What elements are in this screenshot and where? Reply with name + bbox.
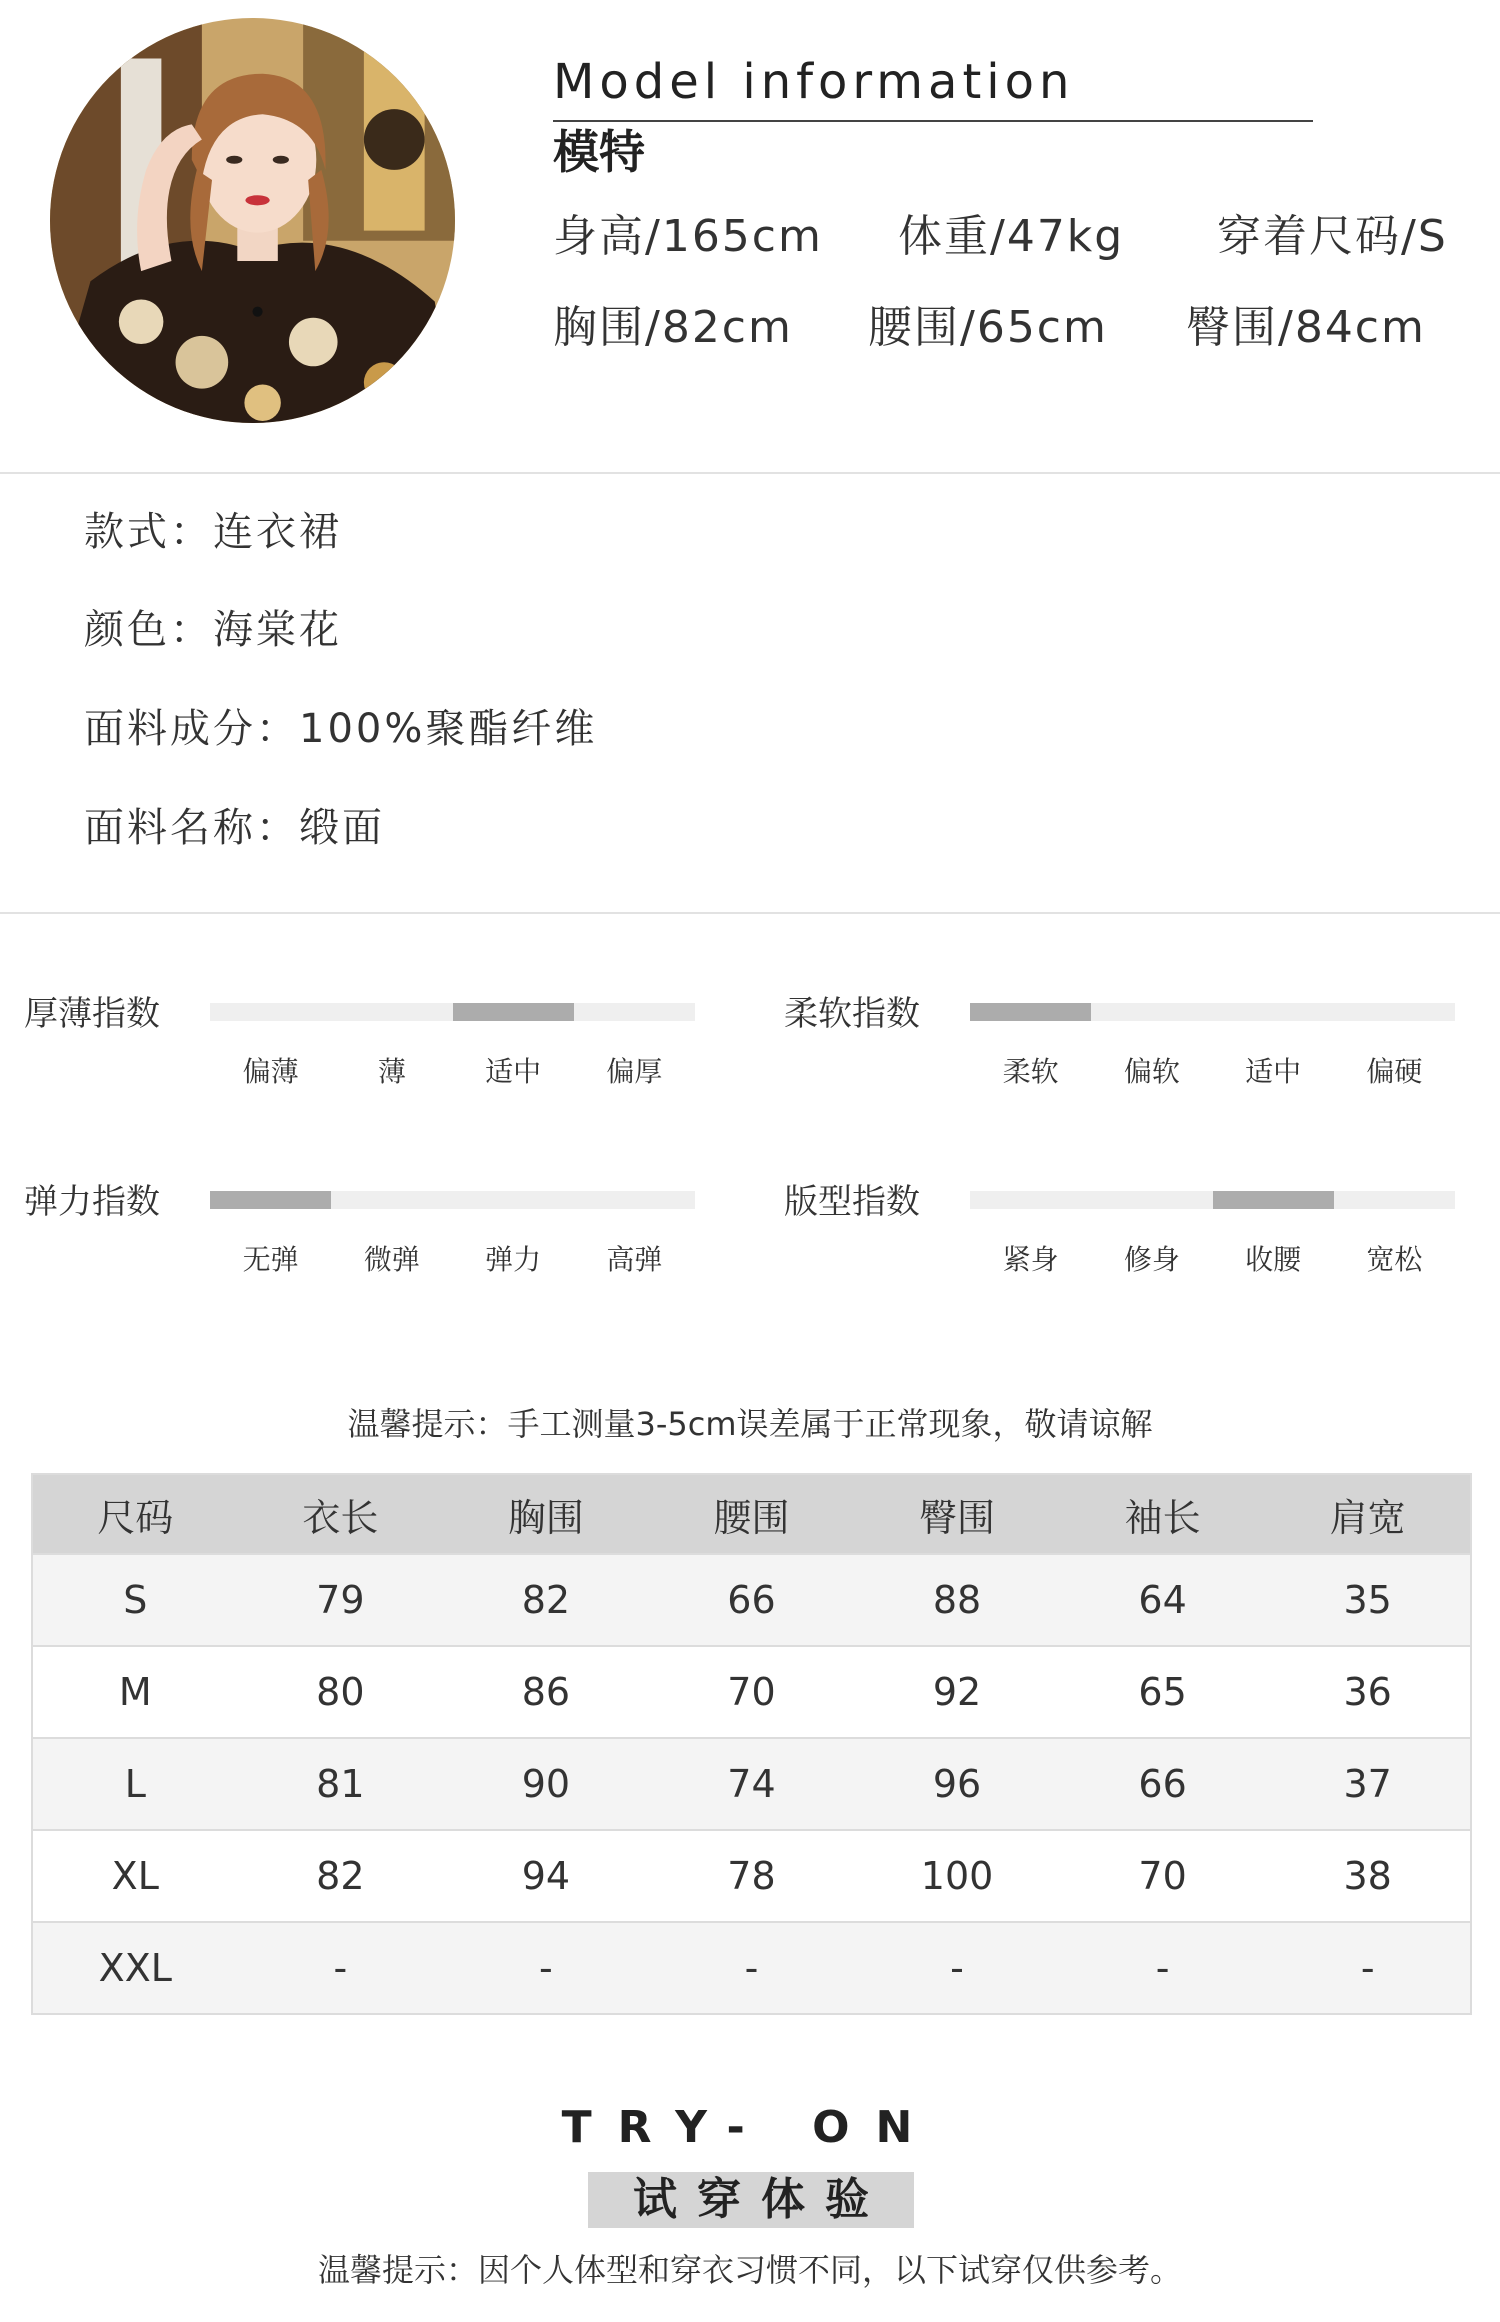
tryon-notice: 温馨提示：因个人体型和穿衣习惯不同，以下试穿仅供参考。: [317, 2251, 1182, 2289]
table-cell: 80: [238, 1646, 444, 1738]
index-option: 偏厚: [606, 1055, 663, 1088]
table-cell: 65: [1060, 1646, 1266, 1738]
index-option: 偏硬: [1366, 1055, 1423, 1088]
table-cell: 37: [1265, 1738, 1471, 1830]
index-title: 柔软指数: [784, 994, 920, 1034]
index-option: 修身: [1123, 1243, 1180, 1276]
index-track: [210, 1003, 695, 1021]
index-option: 微弹: [363, 1243, 420, 1276]
table-row: [32, 1922, 1471, 2014]
index-option: 弹力: [485, 1243, 542, 1276]
index-level: [1213, 1191, 1334, 1209]
model-photo-illustration: [50, 18, 455, 423]
table-cell: 96: [854, 1738, 1060, 1830]
table-cell: 82: [238, 1830, 444, 1922]
header-length: 衣长: [238, 1474, 444, 1554]
table-cell: 74: [649, 1738, 855, 1830]
index-option: 高弹: [606, 1243, 663, 1276]
model-heading: [553, 52, 1313, 122]
index-level: [970, 1003, 1091, 1021]
table-cell: 70: [649, 1646, 855, 1738]
table-cell: 36: [1265, 1646, 1471, 1738]
index-title: 版型指数: [784, 1182, 920, 1222]
size-table-header: [32, 1474, 1471, 1554]
index-option: 紧身: [1002, 1243, 1059, 1276]
index-option: 偏薄: [242, 1055, 299, 1088]
table-cell: 38: [1265, 1830, 1471, 1922]
index-option: 适中: [1245, 1055, 1302, 1088]
header-waist: 腰围: [649, 1474, 855, 1554]
section-divider: [0, 912, 1500, 914]
index-option: 宽松: [1366, 1243, 1423, 1276]
size-notice: 温馨提示：手工测量3-5cm误差属于正常现象，敬请谅解: [347, 1405, 1153, 1443]
index-option: 适中: [485, 1055, 542, 1088]
model-weight: 体重/47kg: [898, 211, 1125, 262]
table-cell: 35: [1265, 1554, 1471, 1646]
header-hip: 臀围: [854, 1474, 1060, 1554]
index-option: 柔软: [1002, 1055, 1059, 1088]
table-cell: XXL: [32, 1922, 238, 2014]
table-cell: 66: [1060, 1738, 1266, 1830]
table-cell: 64: [1060, 1554, 1266, 1646]
header-sleeve: 袖长: [1060, 1474, 1266, 1554]
table-cell: 82: [443, 1554, 649, 1646]
model-size: 穿着尺码/S: [1217, 211, 1448, 262]
index-level: [210, 1191, 331, 1209]
table-row: [32, 1646, 1471, 1738]
table-cell: 81: [238, 1738, 444, 1830]
table-cell: 79: [238, 1554, 444, 1646]
index-option: 收腰: [1245, 1243, 1302, 1276]
table-cell: 88: [854, 1554, 1060, 1646]
table-cell: -: [1060, 1922, 1266, 2014]
table-cell: -: [238, 1922, 444, 2014]
model-heading-en: Model information: [553, 54, 1075, 110]
table-cell: 70: [1060, 1830, 1266, 1922]
index-title: 弹力指数: [24, 1182, 160, 1222]
index-option: 薄: [377, 1055, 406, 1088]
table-cell: 92: [854, 1646, 1060, 1738]
model-hip: 臀围/84cm: [1186, 302, 1426, 353]
model-photo: [50, 18, 455, 423]
table-cell: 66: [649, 1554, 855, 1646]
tryon-title-cn: 试穿体验: [633, 2174, 889, 2225]
index-option: 无弹: [242, 1243, 299, 1276]
attr-fabric-name: 面料名称：缎面: [84, 805, 385, 851]
table-cell: XL: [32, 1830, 238, 1922]
table-row: [32, 1830, 1471, 1922]
tryon-title-box: [588, 2172, 914, 2228]
model-waist: 腰围/65cm: [868, 302, 1108, 353]
model-bust: 胸围/82cm: [553, 302, 793, 353]
table-cell: -: [443, 1922, 649, 2014]
table-row: [32, 1738, 1471, 1830]
index-track: [970, 1003, 1455, 1021]
tryon-title-en: TRY- ON: [561, 2102, 939, 2153]
index-option: 偏软: [1123, 1055, 1180, 1088]
section-divider: [0, 472, 1500, 474]
table-row: [32, 1554, 1471, 1646]
attr-composition: 面料成分：100%聚酯纤维: [84, 706, 598, 752]
table-cell: S: [32, 1554, 238, 1646]
index-track: [210, 1191, 695, 1209]
table-cell: 78: [649, 1830, 855, 1922]
model-height: 身高/165cm: [553, 211, 823, 262]
table-cell: 94: [443, 1830, 649, 1922]
index-level: [453, 1003, 574, 1021]
index-track: [970, 1191, 1455, 1209]
attr-color: 颜色：海棠花: [84, 607, 342, 653]
header-shoulder: 肩宽: [1265, 1474, 1471, 1554]
table-cell: 100: [854, 1830, 1060, 1922]
table-cell: -: [1265, 1922, 1471, 2014]
table-cell: -: [854, 1922, 1060, 2014]
table-cell: -: [649, 1922, 855, 2014]
header-bust: 胸围: [443, 1474, 649, 1554]
attr-style: 款式：连衣裙: [84, 509, 342, 555]
size-table: [31, 1473, 1472, 2015]
model-heading-cn: 模特: [553, 125, 645, 179]
table-cell: 86: [443, 1646, 649, 1738]
table-cell: M: [32, 1646, 238, 1738]
table-cell: L: [32, 1738, 238, 1830]
index-title: 厚薄指数: [24, 994, 160, 1034]
header-size: 尺码: [32, 1474, 238, 1554]
table-cell: 90: [443, 1738, 649, 1830]
